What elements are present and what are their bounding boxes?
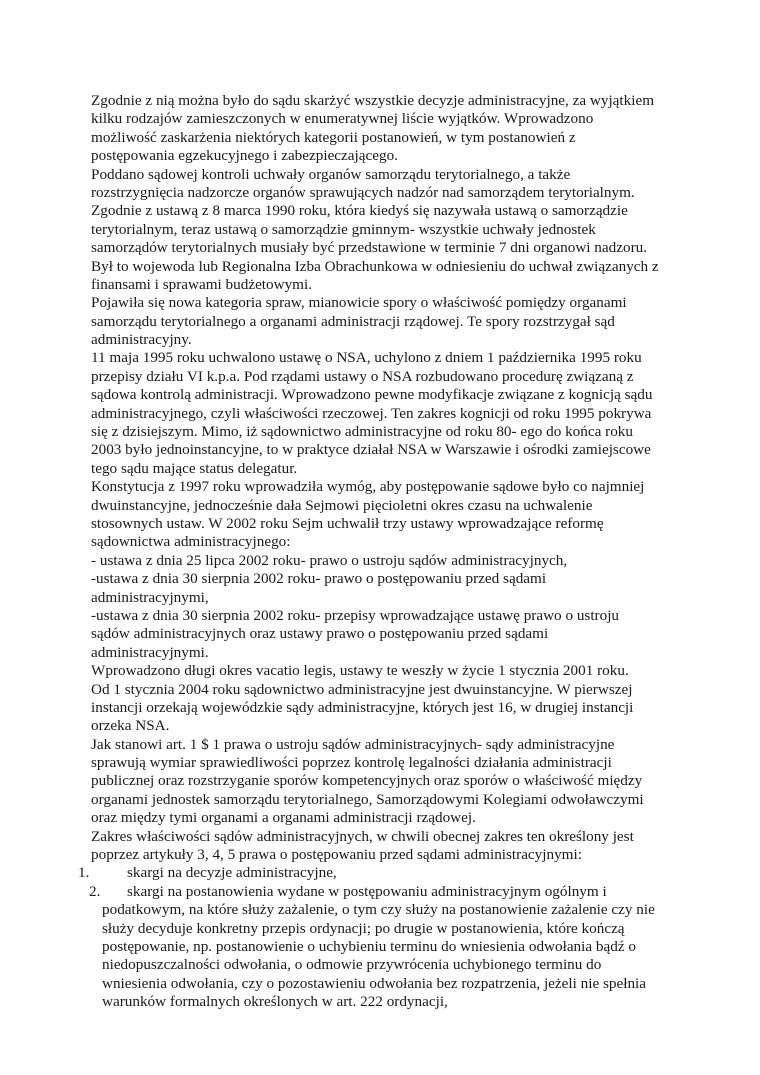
text-line: sprawują wymiar sprawiedliwości poprzez kontrolę legalności działania administracji [91, 754, 612, 772]
paragraph [91, 478, 672, 662]
text-line: oraz między tymi organami a organami administracji rządowej. [91, 809, 476, 827]
text-line: administracyjnego, czyli właściwości rzeczowej. Ten zakres kognicji od roku 1995 pokrywa [91, 404, 652, 422]
text-line: się z dzisiejszym. Mimo, iż sądownictwo administracyjne od roku 80- ego do końca roku [91, 423, 633, 441]
list-item [78, 864, 672, 882]
text-line: Był to wojewoda lub Regionalna Izba Obrachunkowa w odniesieniu do uchwał związanych z [91, 257, 659, 275]
text-line: skargi na postanowienia wydane w postępowaniu administracyjnym ogólnym i [127, 882, 607, 900]
text-line: postępowania egzekucyjnego i zabezpieczającego. [91, 147, 398, 165]
text-line: Konstytucja z 1997 roku wprowadziła wymóg, aby postępowanie sądowe było co najmniej [91, 478, 645, 496]
text-line: Zgodnie z ustawą z 8 marca 1990 roku, która kiedyś się nazywała ustawą o samorządzie [91, 202, 628, 220]
text-line: kilku rodzajów zamieszczonych w enumeratywnej liście wyjątków. Wprowadzono [91, 110, 594, 128]
text-line: samorządu terytorialnego a organami administracji rządowej. Te spory rozstrzygał sąd [91, 312, 615, 330]
text-line: Od 1 stycznia 2004 roku sądownictwo administracyjne jest dwuinstancyjne. W pierwszej [91, 680, 633, 698]
text-line: sądowa kontrolą administracji. Wprowadzono pewne modyfikacje związane z kognicją sądu [91, 386, 653, 404]
text-line: możliwość zaskarżenia niektórych kategorii postanowień, w tym postanowień z [91, 128, 576, 146]
paragraph [91, 166, 672, 295]
text-line: - ustawa z dnia 25 lipca 2002 roku- prawo o ustroju sądów administracyjnych, [91, 551, 568, 569]
text-line: sądów administracyjnych oraz ustawy prawo o postępowaniu przed sądami [91, 625, 549, 643]
text-line: finansami i sprawami budżetowymi. [91, 275, 313, 293]
text-line: administracyjny. [91, 331, 192, 349]
text-line: terytorialnym, teraz ustawą o samorządzie gminnym- wszystkie uchwały jednostek [91, 220, 596, 238]
text-line: rozstrzygnięcia nadzorcze organów sprawujących nadzór nad samorządem terytorialnym. [91, 183, 635, 201]
text-line: Jak stanowi art. 1 $ 1 prawa o ustroju sądów administracyjnych- sądy administracyjne [91, 735, 615, 753]
list-item [91, 883, 672, 1012]
paragraph [91, 828, 672, 865]
text-line: dwuinstancyjne, jednocześnie dała Sejmowi pięcioletni okres czasu na uchwalenie [91, 496, 593, 514]
text-line: podatkowym, na które służy zażalenie, o tym czy służy na postanowienie zażalenie czy nie [102, 901, 655, 919]
text-line: stosownych ustaw. W 2002 roku Sejm uchwalił trzy ustawy wprowadzające reformę [91, 514, 604, 532]
text-line: instancji orzekają wojewódzkie sądy administracyjne, których jest 16, w drugiej instancji [91, 698, 634, 716]
text-line: administracyjnymi. [91, 643, 209, 661]
text-line: organami jednostek samorządu terytorialnego, Samorządowymi Kolegiami odwoławczymi [91, 790, 644, 808]
paragraph [91, 92, 672, 166]
text-line: wniesienia odwołania, czy o pozostawieniu odwołania bez rozpatrzenia, jeżeli nie spełnia [102, 974, 647, 992]
text-line: samorządów terytorialnych musiały być przedstawione w terminie 7 dni organowi nadzoru. [91, 239, 648, 257]
text-line: tego sądu mające status delegatur. [91, 459, 298, 477]
paragraph [91, 662, 672, 736]
text-line: -ustawa z dnia 30 sierpnia 2002 roku- przepisy wprowadzające ustawę prawo o ustroju [91, 606, 620, 624]
text-line: administracyjnymi, [91, 588, 209, 606]
text-line: 2003 było jednoinstancyjne, to w praktyce działał NSA w Warszawie i ośrodki zamiejscowe [91, 441, 651, 459]
text-line: Pojawiła się nowa kategoria spraw, mianowicie spory o właściwość pomiędzy organami [91, 294, 627, 312]
text-line: publicznej oraz rozstrzyganie sporów kompetencyjnych oraz sporów o właściwość między [91, 772, 643, 790]
text-line: Zakres właściwości sądów administracyjnych, w chwili obecnej zakres ten określony jest [91, 827, 634, 845]
paragraph [91, 736, 672, 828]
list-number: 1. [78, 864, 90, 882]
text-line: postępowanie, np. postanowienie o uchybieniu terminu do wniesienia odwołania bądź o [102, 937, 636, 955]
paragraph [91, 294, 672, 349]
text-line: przepisy działu VI k.p.a. Pod rządami ustawy o NSA rozbudowano procedurę związaną z [91, 367, 634, 385]
text-line: warunków formalnych określonych w art. 222 ordynacji, [102, 993, 448, 1011]
text-line: poprzez artykuły 3, 4, 5 prawa o postępowaniu przed sądami administracyjnymi: [91, 846, 582, 864]
text-line: służy decyduje konkretny przepis ordynacji; po drugie w postanowienia, które kończą [102, 919, 625, 937]
text-line: Poddano sądowej kontroli uchwały organów samorządu terytorialnego, a także [91, 165, 571, 183]
text-line: sądownictwa administracyjnego: [91, 533, 291, 551]
document-body [78, 92, 672, 1012]
paragraph [91, 349, 672, 478]
text-line: skargi na decyzje administracyjne, [127, 864, 337, 882]
text-line: -ustawa z dnia 30 sierpnia 2002 roku- prawo o postępowaniu przed sądami [91, 570, 547, 588]
text-line: Zgodnie z nią można było do sądu skarżyć wszystkie decyzje administracyjne, za wyjątkiem [91, 92, 655, 109]
text-line: Wprowadzono długi okres vacatio legis, ustawy te weszły w życie 1 stycznia 2001 roku. [91, 662, 629, 680]
text-line: 11 maja 1995 roku uchwalono ustawę o NSA, uchylono z dniem 1 października 1995 roku [91, 349, 642, 367]
list-number: 2. [89, 882, 101, 900]
text-line: orzeka NSA. [91, 717, 170, 735]
numbered-list [78, 864, 672, 1011]
text-line: niedopuszczalności odwołania, o odmowie przywrócenia uchybionego terminu do [102, 956, 602, 974]
